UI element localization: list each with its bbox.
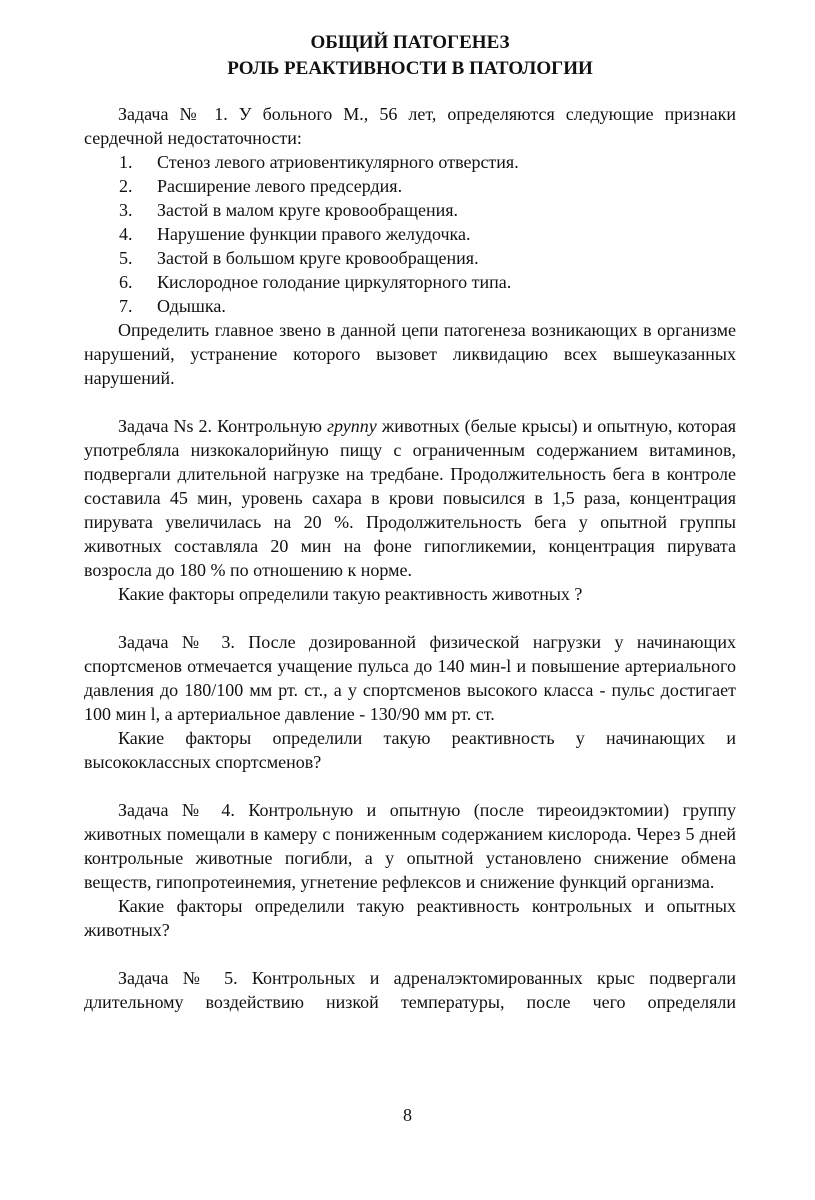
list-item xyxy=(84,246,736,270)
task-5 xyxy=(84,966,736,1014)
list-item xyxy=(84,150,736,174)
task-2-question: Какие факторы определили такую реактивность животных ? xyxy=(118,584,583,604)
list-item-text: Застой в малом круге кровообращения. xyxy=(157,200,459,220)
list-item-number: 5. xyxy=(119,248,133,268)
list-item-number: 3. xyxy=(119,200,133,220)
task-3-text: Задача № 3. После дозированной физической нагрузки у начинающих спортсменов отмечается учащение пульса до 140 мин-l и повышение артериального давления до 180/100 мм рт. ст., а у спортсменов высокого класса - пульс достигает 100 мин l, а артериальное давление - 130/90 мм рт. ст. xyxy=(84,632,736,724)
document-page xyxy=(84,30,736,1014)
list-item xyxy=(84,198,736,222)
task-3-question: Какие факторы определили такую реактивность у начинающих и высококлассных спортсменов? xyxy=(84,728,736,772)
task-2-emphasis: группу xyxy=(327,416,377,436)
list-item xyxy=(84,294,736,318)
task-1 xyxy=(84,102,736,390)
list-item-text: Расширение левого предсердия. xyxy=(157,176,403,196)
list-item-number: 7. xyxy=(119,296,133,316)
list-item-text: Кислородное голодание циркуляторного типа. xyxy=(157,272,512,292)
list-item-number: 6. xyxy=(119,272,133,292)
task-1-intro: Задача № 1. У больного М., 56 лет, определяются следующие признаки сердечной недостаточности: xyxy=(84,104,736,148)
task-4-question: Какие факторы определили такую реактивность контрольных и опытных животных? xyxy=(84,896,736,940)
task-1-question: Определить главное звено в данной цепи патогенеза возникающих в организме нарушений, устранение которого вызовет ликвидацию всех вышеуказанных нарушений. xyxy=(84,320,736,388)
page-title-line-2: РОЛЬ РЕАКТИВНОСТИ В ПАТОЛОГИИ xyxy=(227,58,593,79)
list-item-text: Стеноз левого атриовентикулярного отверстия. xyxy=(157,152,519,172)
task-2-text xyxy=(84,414,736,582)
list-item xyxy=(84,270,736,294)
task-2 xyxy=(84,414,736,606)
page-number: 8 xyxy=(403,1105,412,1125)
list-item-text: Застой в большом круге кровообращения. xyxy=(157,248,479,268)
task-2-text-rest: животных (белые крысы) и опытную, которая употребляла низкокалорийную пищу с ограниченным содержанием витаминов, подвергали длительной нагрузке на тредбане. Продолжительность бега в контроле составила 45 мин, уровень сахара в крови повысился в 1,5 раза, концентрация пирувата увеличилась на 20 %. Продолжительность бега у опытной группы животных составляла 20 мин на фоне гипогликемии, концентрация пирувата возросла до 180 % по отношению к норме. xyxy=(84,416,737,580)
task-1-list xyxy=(84,150,736,318)
list-item-number: 2. xyxy=(119,176,133,196)
task-3 xyxy=(84,630,736,774)
list-item-number: 1. xyxy=(119,152,133,172)
task-4-text: Задача № 4. Контрольную и опытную (после тиреоидэктомии) группу животных помещали в камеру с пониженным содержанием кислорода. Через 5 дней контрольные животные погибли, а у опытной установлено снижение обмена веществ, гипопротеинемия, угнетение рефлексов и снижение функций организма. xyxy=(84,800,736,892)
task-4 xyxy=(84,798,736,942)
list-item-number: 4. xyxy=(119,224,133,244)
list-item xyxy=(84,174,736,198)
list-item xyxy=(84,222,736,246)
list-item-text: Одышка. xyxy=(157,296,226,316)
task-2-text-start: Задача Ns 2. Контрольную xyxy=(118,416,328,436)
task-5-text: Задача № 5. Контрольных и адреналэктомированных крыс подвергали длительному воздействию низкой температуры, после чего определяли xyxy=(84,968,736,1012)
list-item-text: Нарушение функции правого желудочка. xyxy=(157,224,471,244)
page-title-line-1: ОБЩИЙ ПАТОГЕНЕЗ xyxy=(310,32,510,53)
